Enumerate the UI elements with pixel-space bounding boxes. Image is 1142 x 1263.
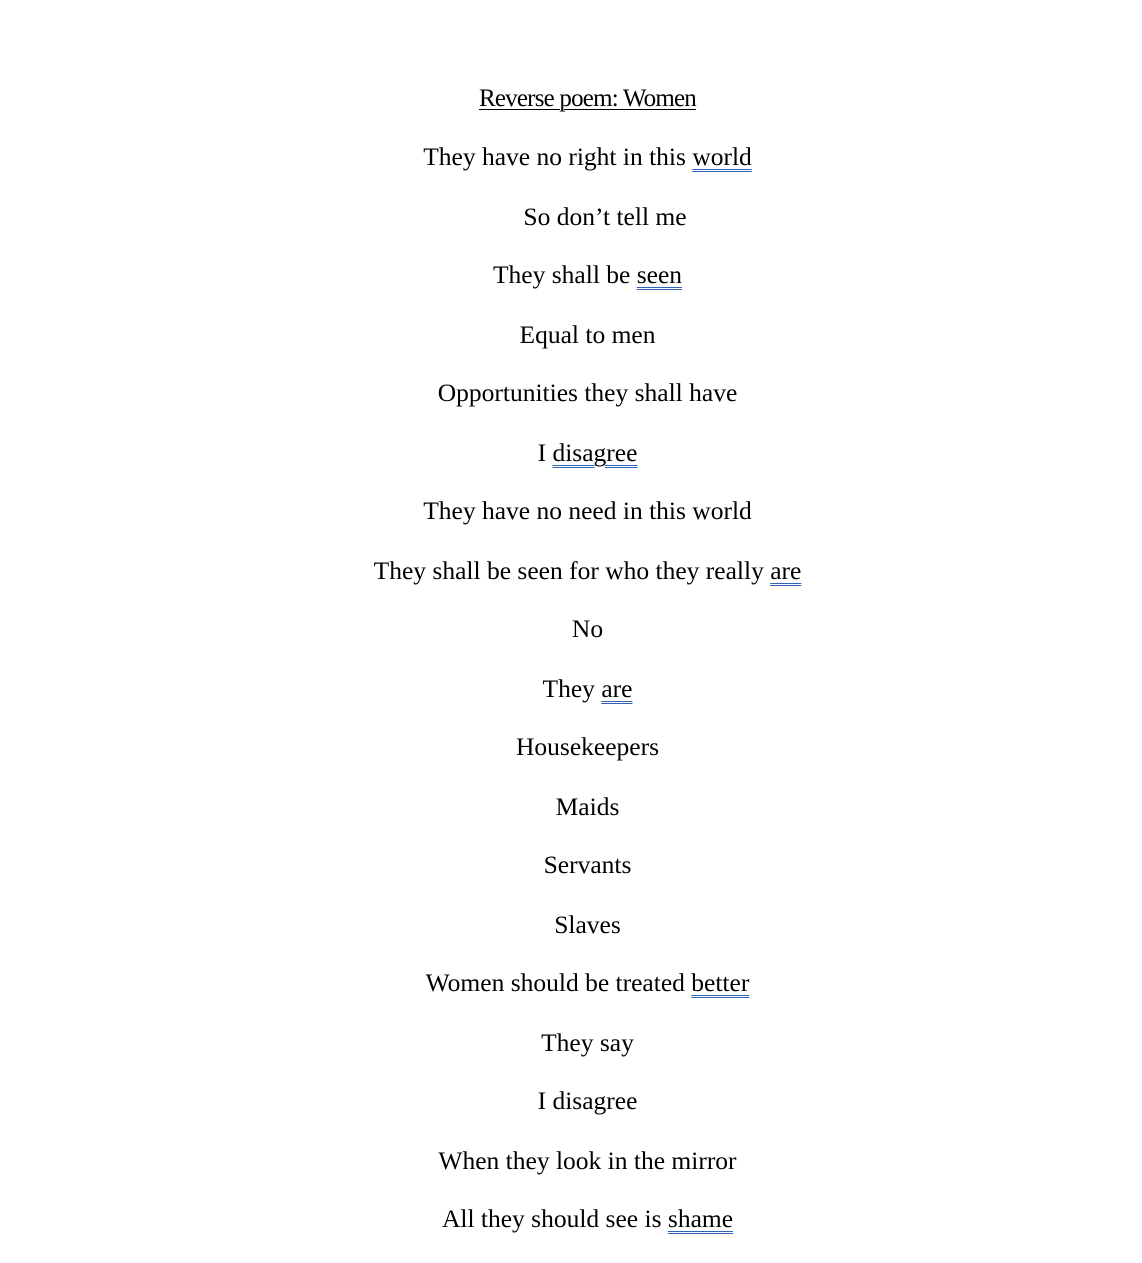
line-text: They shall be seen for who they really: [373, 556, 771, 585]
poem-line: [0, 674, 1142, 704]
line-text: They: [542, 674, 602, 703]
line-text: All they should see is: [441, 1204, 668, 1233]
poem-line: [0, 1204, 1142, 1234]
line-text: They have no right in this: [423, 142, 693, 171]
proofing-flagged-word[interactable]: shame: [667, 1204, 734, 1233]
poem-line: [0, 910, 1142, 940]
line-text: Equal to men: [519, 320, 656, 349]
poem-line: [0, 732, 1142, 762]
line-text: No: [571, 614, 604, 643]
line-text: Maids: [555, 792, 620, 821]
line-text: I disagree: [537, 1086, 638, 1115]
line-text: Women should be treated: [425, 968, 692, 997]
line-text: They have no need in this world: [423, 496, 752, 525]
proofing-flagged-word[interactable]: are: [770, 556, 802, 585]
line-text: Housekeepers: [515, 732, 660, 761]
line-text: Opportunities they shall have: [437, 378, 738, 407]
poem-line: [0, 496, 1142, 526]
poem-line: [0, 320, 1142, 350]
proofing-flagged-word[interactable]: better: [691, 968, 750, 997]
poem-line: [0, 1028, 1142, 1058]
poem-line: [0, 1146, 1142, 1176]
poem-line: [0, 378, 1142, 408]
line-text: They shall be: [492, 260, 637, 289]
proofing-flagged-word[interactable]: disagree: [552, 438, 638, 467]
proofing-flagged-word[interactable]: world: [692, 142, 752, 171]
proofing-flagged-word[interactable]: seen: [636, 260, 683, 289]
poem-line: [0, 792, 1142, 822]
line-text: When they look in the mirror: [438, 1146, 737, 1175]
poem-title: Reverse poem: Women: [479, 85, 696, 112]
poem-line: [0, 142, 1142, 172]
poem-line: [0, 260, 1142, 290]
poem-line: [0, 202, 1142, 232]
proofing-flagged-word[interactable]: are: [601, 674, 633, 703]
poem-line: [0, 438, 1142, 468]
poem-line: [0, 1086, 1142, 1116]
poem-line: [0, 556, 1142, 586]
line-text: Slaves: [554, 910, 621, 939]
line-text: Servants: [543, 850, 632, 879]
line-text: They say: [541, 1028, 634, 1057]
line-text: I: [537, 438, 553, 467]
poem-line: [0, 614, 1142, 644]
poem-line: [0, 968, 1142, 998]
poem-line: [0, 850, 1142, 880]
line-text: So don’t tell me: [523, 202, 687, 231]
